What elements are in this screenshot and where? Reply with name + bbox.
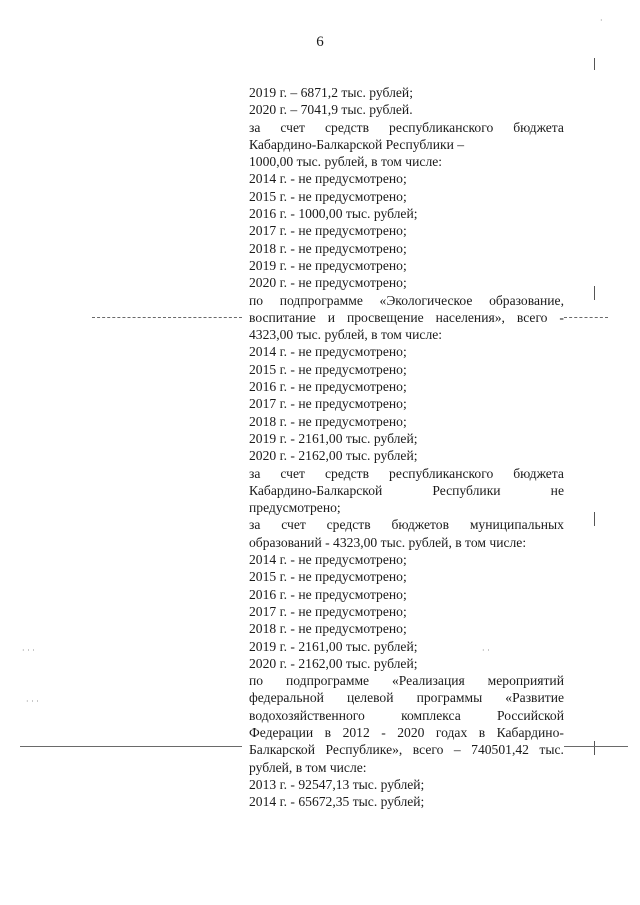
text-line: 2019 г. - не предусмотрено; [249,257,407,273]
text-line: по подпрограмме «Реализация мероприятий [249,673,564,689]
text-line: 2016 г. - не предусмотрено; [249,379,407,395]
text-line: 2014 г. - не предусмотрено; [249,552,407,568]
text-line: 2020 г. - 2162,00 тыс. рублей; [249,448,418,464]
margin-mark-right-3 [594,741,595,755]
text-line: водохозяйственного комплекса Российской [249,707,564,723]
text-line: образований - 4323,00 тыс. рублей, в том числе: [249,534,527,550]
text-line: 2016 г. - 1000,00 тыс. рублей; [249,206,418,222]
text-line: воспитание и просвещение населения», всего - [249,309,564,325]
text-line: Балкарской Республике», всего – 740501,42 тыс. [249,742,564,758]
margin-mark-right-1 [594,286,595,300]
text-line: 2015 г. - не предусмотрено; [249,188,407,204]
text-line: 2020 г. - 2162,00 тыс. рублей; [249,655,418,671]
text-line: 2020 г. - не предусмотрено; [249,275,407,291]
text-line: Кабардино-Балкарской Республики не [249,482,564,498]
text-line: 2014 г. - 65672,35 тыс. рублей; [249,794,425,810]
text-line: за счет средств бюджетов муниципальных [249,517,564,533]
text-line: за счет средств республиканского бюджета [249,119,564,135]
text-line: 2020 г. – 7041,9 тыс. рублей. [249,102,413,118]
margin-mark-right-2 [594,512,595,526]
text-line: федеральной целевой программы «Развитие [249,690,564,706]
text-line: 2018 г. - не предусмотрено; [249,413,407,429]
text-line: Кабардино-Балкарской Республики – [249,136,465,152]
text-line: 2019 г. – 6871,2 тыс. рублей; [249,85,413,100]
text-line: 2019 г. - 2161,00 тыс. рублей; [249,638,418,654]
text-line: 2019 г. - 2161,00 тыс. рублей; [249,430,418,446]
scan-speck-1: · · · [22,646,35,655]
text-line: 2017 г. - не предусмотрено; [249,396,407,412]
text-line: 2017 г. - не предусмотрено; [249,223,407,239]
document-body [249,84,564,810]
text-line: 2013 г. - 92547,13 тыс. рублей; [249,776,425,792]
text-line: 2018 г. - не предусмотрено; [249,240,407,256]
page-number: 6 [316,34,324,50]
scan-rule-lower [20,746,242,747]
text-line: 2014 г. - не предусмотрено; [249,171,407,187]
text-line: 2018 г. - не предусмотрено; [249,621,407,637]
text-line: 1000,00 тыс. рублей, в том числе: [249,154,443,170]
scan-rule-lower-right [564,746,628,747]
margin-mark-top-right [594,58,595,70]
text-line: 4323,00 тыс. рублей, в том числе: [249,327,443,343]
text-line: 2017 г. - не предусмотрено; [249,603,407,619]
text-line: 2014 г. - не предусмотрено; [249,344,407,360]
scan-speck-2: · · · [26,697,39,706]
text-line: за счет средств республиканского бюджета [249,465,564,481]
scan-speck-4: · [600,16,603,25]
text-line: 2015 г. - не предусмотрено; [249,361,407,377]
scan-rule-upper-right [564,317,608,318]
text-line: 2016 г. - не предусмотрено; [249,586,407,602]
text-line: рублей, в том числе: [249,759,367,775]
text-line: предусмотрено; [249,500,341,516]
text-line: Федерации в 2012 - 2020 годах в Кабардино- [249,724,564,740]
text-line: 2015 г. - не предусмотрено; [249,569,407,585]
scan-speck-3: · · [482,646,490,655]
text-line: по подпрограмме «Экологическое образование, [249,292,564,308]
scan-rule-upper [92,317,242,318]
